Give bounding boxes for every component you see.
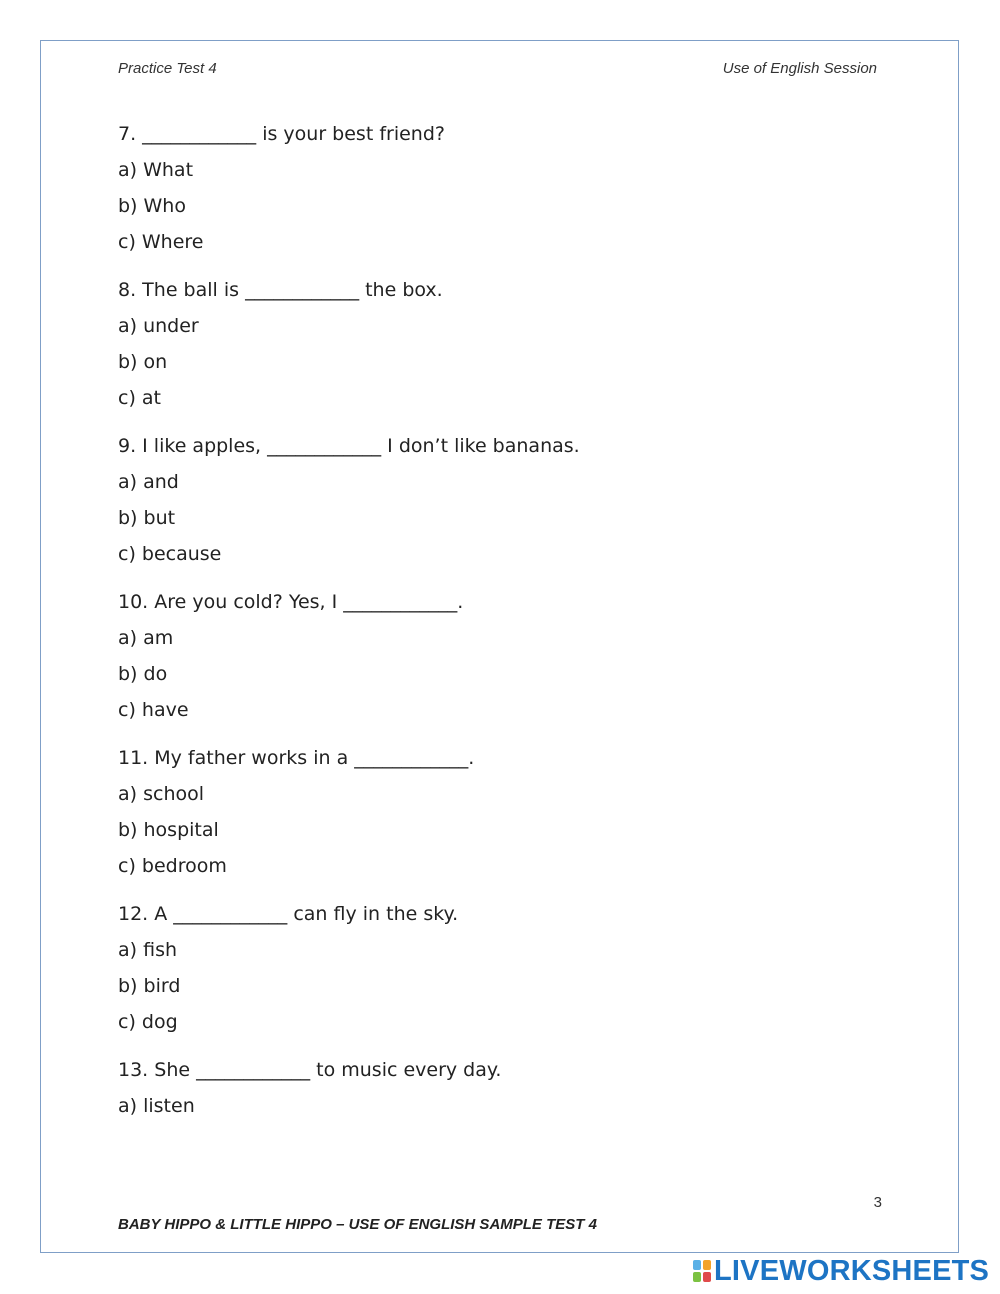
question-block — [118, 899, 918, 1043]
question-prompt: 11. My father works in a ____________. — [118, 747, 475, 769]
worksheet-page — [40, 40, 959, 1253]
answer-option[interactable]: a) school — [118, 783, 205, 805]
answer-option[interactable]: c) at — [118, 387, 161, 409]
answer-option[interactable]: a) under — [118, 315, 199, 337]
answer-option[interactable]: c) because — [118, 543, 222, 565]
logo-tile — [703, 1272, 711, 1282]
answer-option[interactable]: a) What — [118, 159, 194, 181]
question-block — [118, 431, 918, 575]
answer-option[interactable]: c) Where — [118, 231, 204, 253]
answer-option[interactable]: a) listen — [118, 1095, 195, 1117]
question-prompt: 10. Are you cold? Yes, I ____________. — [118, 591, 464, 613]
answer-option[interactable]: c) have — [118, 699, 189, 721]
question-prompt: 13. She ____________ to music every day. — [118, 1059, 502, 1081]
header-right: Use of English Session — [722, 60, 877, 77]
question-block — [118, 275, 918, 419]
brand-name: LIVEWORKSHEETS — [714, 1254, 990, 1287]
question-block — [118, 1055, 918, 1127]
question-prompt: 9. I like apples, ____________ I don’t like bananas. — [118, 435, 580, 457]
answer-option[interactable]: a) and — [118, 471, 179, 493]
answer-option[interactable]: b) bird — [118, 975, 181, 997]
answer-option[interactable]: b) hospital — [118, 819, 219, 841]
logo-tile — [703, 1260, 711, 1270]
question-prompt: 12. A ____________ can fly in the sky. — [118, 903, 459, 925]
answer-option[interactable]: b) do — [118, 663, 168, 685]
question-prompt: 7. ____________ is your best friend? — [118, 123, 445, 145]
question-list — [118, 119, 918, 1139]
logo-tile — [693, 1260, 701, 1270]
answer-option[interactable]: b) on — [118, 351, 168, 373]
liveworksheets-logo-icon — [692, 1259, 712, 1283]
answer-option[interactable]: c) bedroom — [118, 855, 227, 877]
answer-option[interactable]: c) dog — [118, 1011, 178, 1033]
question-prompt: 8. The ball is ____________ the box. — [118, 279, 443, 301]
logo-tile — [693, 1272, 701, 1282]
header-left: Practice Test 4 — [118, 60, 217, 77]
footer-title: BABY HIPPO & LITTLE HIPPO – USE OF ENGLISH SAMPLE TEST 4 — [118, 1216, 597, 1233]
answer-option[interactable]: a) fish — [118, 939, 178, 961]
answer-option[interactable]: b) Who — [118, 195, 186, 217]
page-number: 3 — [873, 1194, 882, 1211]
question-block — [118, 587, 918, 731]
answer-option[interactable]: a) am — [118, 627, 174, 649]
question-block — [118, 119, 918, 263]
answer-option[interactable]: b) but — [118, 507, 176, 529]
brand-watermark[interactable] — [692, 1256, 989, 1286]
question-block — [118, 743, 918, 887]
